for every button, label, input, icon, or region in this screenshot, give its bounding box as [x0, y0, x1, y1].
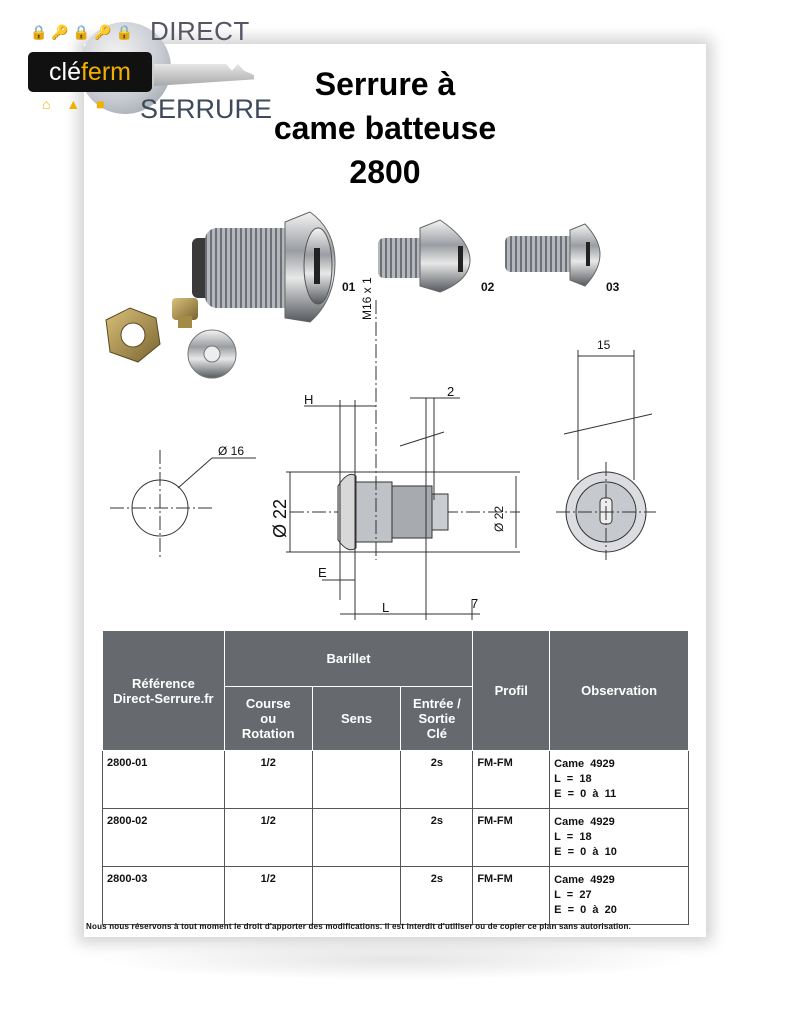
dim-l: L: [382, 600, 390, 615]
dim-e: E: [318, 565, 327, 580]
cell-profil: FM-FM: [473, 867, 550, 925]
drawing-right-view: [556, 350, 656, 560]
title-line-1: Serrure à: [314, 66, 456, 102]
photo-label-01: 01: [342, 280, 356, 294]
disclaimer-text: Nous nous réservons à tout moment le droit d'apporter des modifications. Il est interdit d'utiliser ou de copier ce plan sans autorisation.: [86, 922, 632, 931]
photo-label-02: 02: [481, 280, 495, 294]
table-row: [103, 809, 689, 867]
cell-observation: Came 4929 L = 18 E = 0 à 11: [550, 751, 689, 809]
logo-brand-part2: ferm: [80, 57, 131, 86]
table-row: [103, 867, 689, 925]
dim-d22-right: Ø 22: [492, 505, 506, 532]
photo-lock-03: [505, 224, 600, 286]
dim-d16: Ø 16: [218, 444, 245, 458]
logo-brand-part1: clé: [49, 57, 81, 86]
cell-profil: FM-FM: [473, 809, 550, 867]
cell-entree: 2s: [401, 867, 473, 925]
photo-lock-02: [378, 220, 470, 292]
logo-icons-top: 🔒🔑🔒🔑🔒: [30, 24, 138, 40]
cell-sens: [312, 867, 401, 925]
header-observation: Observation: [550, 631, 689, 751]
cell-course: 1/2: [224, 867, 312, 925]
header-reference: Référence Direct-Serrure.fr: [103, 631, 225, 751]
cell-ref: 2800-03: [103, 867, 225, 925]
cell-ref: 2800-01: [103, 751, 225, 809]
photo-label-03: 03: [606, 280, 620, 294]
header-sens: Sens: [312, 687, 401, 751]
dim-15: 15: [597, 338, 611, 352]
dim-7: 7: [471, 596, 479, 611]
cell-course: 1/2: [224, 751, 312, 809]
cell-observation: Came 4929 L = 18 E = 0 à 10: [550, 809, 689, 867]
cell-observation: Came 4929 L = 27 E = 0 à 20: [550, 867, 689, 925]
table-row: [103, 751, 689, 809]
photo-lock-01: [192, 212, 335, 322]
cell-sens: [312, 751, 401, 809]
logo-direct-text: DIRECT: [150, 16, 250, 46]
spec-table: [102, 630, 689, 925]
drawing-front-circle: [110, 450, 256, 560]
cell-entree: 2s: [401, 809, 473, 867]
header-barillet: Barillet: [224, 631, 473, 687]
logo-serrure-text: SERRURE: [140, 94, 273, 124]
photo-accessories: [106, 298, 236, 378]
dim-thread: M16 x 1: [360, 277, 374, 320]
title-line-2: came batteuse: [273, 110, 497, 146]
header-course: Course ou Rotation: [224, 687, 312, 751]
cell-profil: FM-FM: [473, 751, 550, 809]
title-line-3: 2800: [349, 154, 421, 190]
cell-ref: 2800-02: [103, 809, 225, 867]
header-entree: Entrée / Sortie Clé: [401, 687, 473, 751]
header-profil: Profil: [473, 631, 550, 751]
dim-h: H: [304, 392, 314, 407]
cell-sens: [312, 809, 401, 867]
dim-2: 2: [447, 384, 455, 399]
logo-icons-bottom: ⌂ ▲ ■: [42, 96, 111, 112]
dim-d22-left: Ø 22: [270, 498, 290, 538]
cell-entree: 2s: [401, 751, 473, 809]
cell-course: 1/2: [224, 809, 312, 867]
